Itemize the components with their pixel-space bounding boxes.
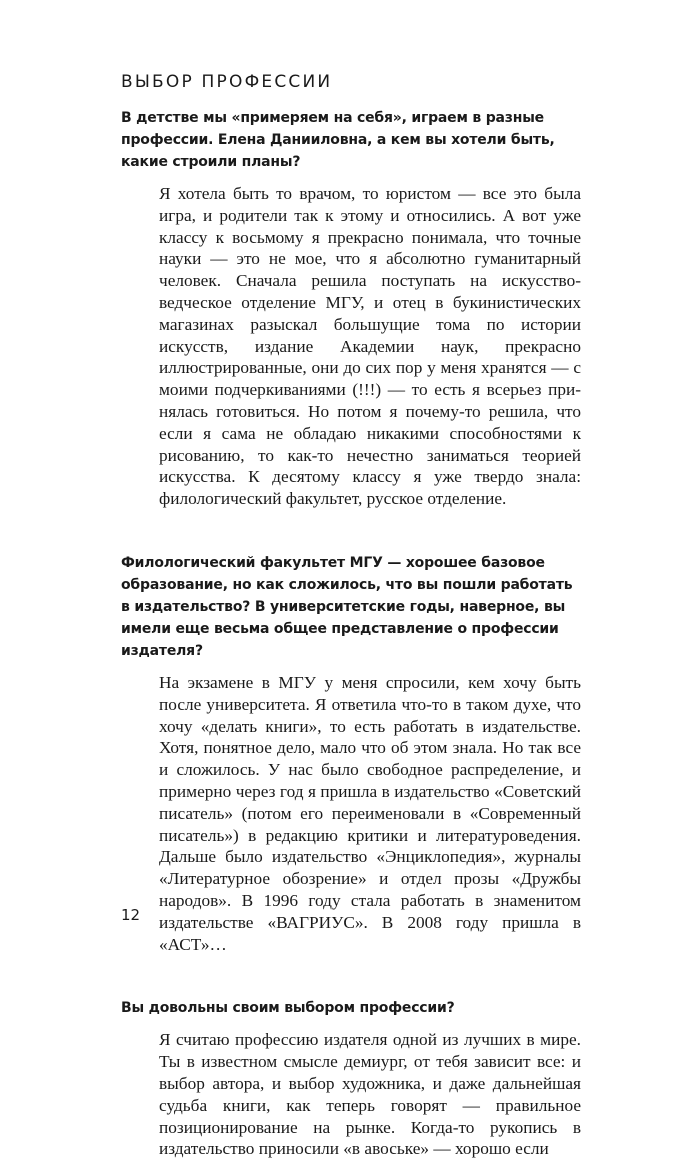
section-title: ВЫБОР ПРОФЕССИИ: [121, 72, 333, 92]
answer-1: Я хотела быть то врачом, то юристом — все это была игра, и родители так к этому и относились. А вот уже классу к восьмому я прекрасно понимала, что точные науки — это не мое, что я абсолютно гуманитарный человек. Сначала решила поступать на искусствоведческое отделение МГУ, и отец в букинистических магазинах разыскал большущие тома по истории искусств, издание Академии наук, прекрасно иллюстрированные, они до сих пор у меня хранятся — с моими подчеркиваниями (!!!) — то есть я всерьез принялась готовиться. Но потом я почему-то решила, что если я сама не обладаю никакими способностями к рисованию, то как-то нечестно заниматься теорией искусства. К десятому классу я уже твердо знала: филологический факультет, русское отделение.: [159, 184, 581, 509]
page-number: 12: [121, 906, 141, 924]
question-1: В детстве мы «примеряем на себя», играем в разные профессии. Елена Данииловна, а кем вы хотели быть, какие строили планы?: [121, 110, 555, 170]
answer-2: На экзамене в МГУ у меня спросили, кем хочу быть после университета. Я ответила что-то в таком духе, что хочу «делать книги», то есть работать в издательстве. Хотя, понятное дело, мало что об этом знала. Но так все и сложилось. У нас было свободное распределение, и примерно через год я пришла в издательство «Советский писатель» (потом его переименовали в «Современный писатель») в редакцию критики и литературоведения. Дальше было издательство «Энциклопедия», журналы «Литературное обозрение» и отдел прозы «Дружбы народов». В 1996 году стала работать в знаменитом издательстве «ВАГРИУС». В 2008 году пришла в «АСТ»…: [159, 672, 581, 954]
question-3: Вы довольны своим выбором профессии?: [121, 1000, 455, 1017]
interview-content: [121, 107, 581, 1160]
question-2: Филологический факультет МГУ — хорошее базовое образование, но как сложилось, что вы пошли работать в издательство? В университетские годы, наверное, вы имели еще весьма общее представление о профессии издателя?: [121, 554, 573, 659]
answer-3: Я считаю профессию издателя одной из лучших в мире. Ты в известном смысле демиург, от тебя зависит все: и выбор автора, и выбор художника, и даже дальнейшая судьба книги, как теперь говорят — правильное позиционирование на рынке. Когда-то рукопись в издательство приносили «в авоське» — хорошо если: [159, 1030, 581, 1159]
